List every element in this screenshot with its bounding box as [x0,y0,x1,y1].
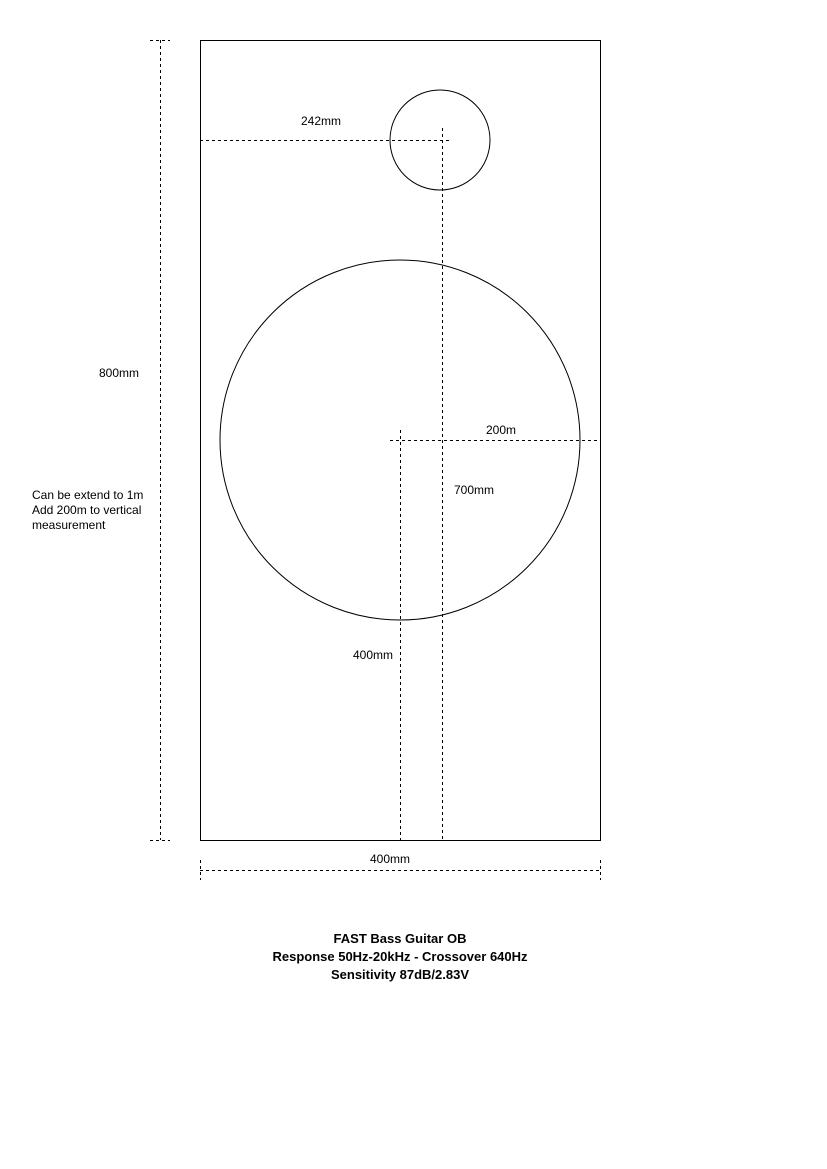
woofer-offset-label: 200m [485,423,517,437]
extension-note-line: Add 200m to vertical [32,503,142,517]
extension-note [32,488,172,533]
tweeter-height-label: 700mm [453,483,495,497]
response-spec: Response 50Hz-20kHz - Crossover 640Hz [272,949,528,964]
woofer-cutout [220,260,580,620]
height-dimension [150,40,170,841]
height-label: 800mm [98,366,140,380]
extension-note-line: measurement [32,518,106,532]
width-label: 400mm [369,852,411,866]
design-title: FAST Bass Guitar OB [333,931,467,946]
extension-note-line: Can be extend to 1m [32,488,144,502]
sensitivity-spec: Sensitivity 87dB/2.83V [330,967,469,982]
title-block [200,930,600,984]
tweeter-offset-label: 242mm [300,114,342,128]
woofer-height-label: 400mm [352,648,394,662]
